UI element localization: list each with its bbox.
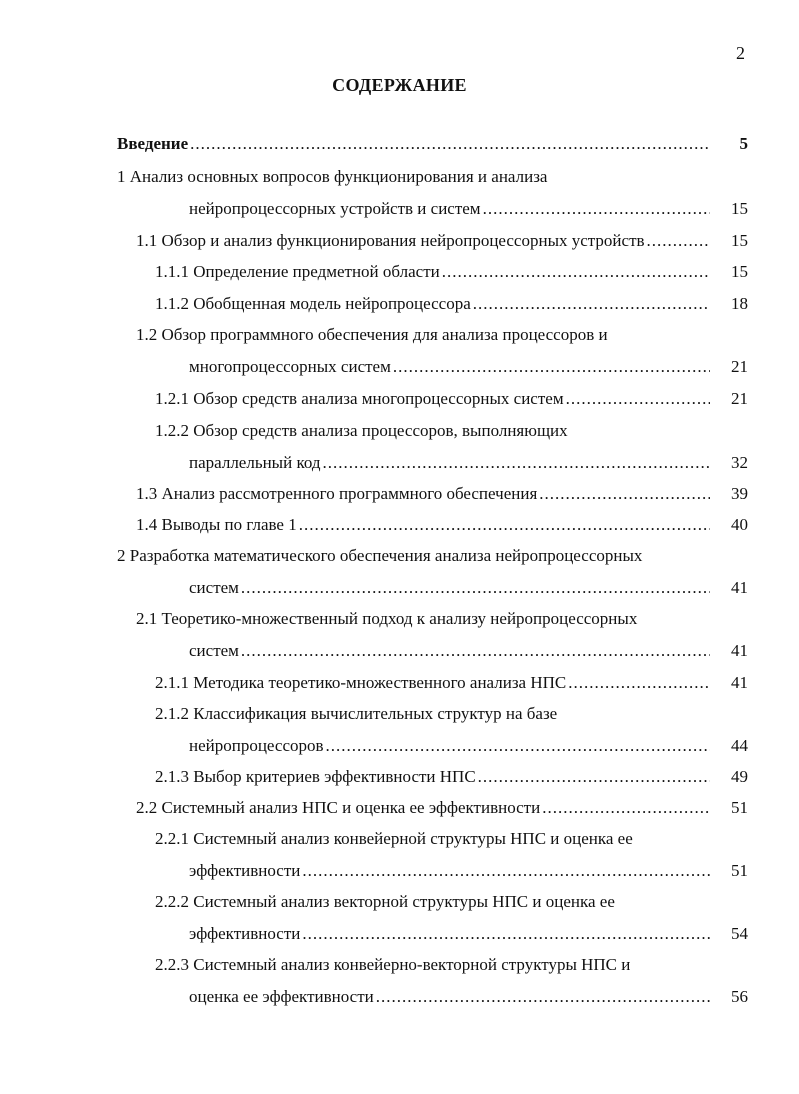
toc-entry-2-1-1 — [155, 672, 712, 694]
toc-entry-text: 1.2 Обзор программного обеспечения для анализа процессоров и — [136, 325, 608, 344]
toc-entry-text: 2.1 Теоретико-множественный подход к анализу нейропроцессорных — [136, 609, 638, 628]
toc-entry-2-2-3 — [189, 986, 712, 1008]
toc-entry-text: 1.1.1 Определение предметной области — [155, 262, 440, 281]
toc-page-number: 15 — [731, 199, 748, 218]
toc-leader-dots — [568, 672, 710, 694]
toc-entry-text: оценка ее эффективности — [189, 987, 374, 1006]
toc-leader-dots — [326, 735, 710, 757]
toc-entry-2-1-2 — [189, 735, 712, 757]
toc-leader-dots — [483, 198, 710, 220]
toc-page-number: 56 — [731, 987, 748, 1006]
toc-entry-1-1-2 — [155, 293, 712, 315]
toc-entry-text: 2 Разработка математического обеспечения анализа нейропроцессорных — [117, 546, 643, 565]
toc-leader-dots — [302, 860, 710, 882]
toc-leader-dots — [376, 986, 710, 1008]
toc-entry-intro — [117, 133, 712, 155]
toc-page-number: 21 — [731, 389, 748, 408]
toc-page-number: 51 — [731, 861, 748, 880]
toc-entry-text: 2.2.3 Системный анализ конвейерно-векторной структуры НПС и — [155, 955, 631, 974]
toc-entry-2-2-1 — [189, 860, 712, 882]
toc-leader-dots — [473, 293, 710, 315]
toc-entry-2-2-2 — [189, 923, 712, 945]
toc-page-number: 41 — [731, 578, 748, 597]
toc-entry-text: эффективности — [189, 924, 301, 943]
toc-leader-dots — [241, 577, 710, 599]
toc-leader-dots — [542, 797, 710, 819]
toc-leader-dots — [442, 261, 710, 283]
toc-leader-dots — [323, 452, 710, 474]
toc-entry-2-2 — [136, 797, 712, 819]
page-title: СОДЕРЖАНИЕ — [332, 75, 467, 95]
toc-entry-ch1 — [189, 198, 712, 220]
toc-leader-dots — [302, 923, 710, 945]
toc-leader-dots — [647, 230, 710, 252]
toc-entry-text: 1.4 Выводы по главе 1 — [136, 515, 297, 534]
toc-page-number: 49 — [731, 767, 748, 786]
toc-entry-text: 2.1.3 Выбор критериев эффективности НПС — [155, 767, 476, 786]
toc-entry-1-2-1 — [155, 388, 712, 410]
toc-page-number: 54 — [731, 924, 748, 943]
toc-page-number: 39 — [731, 484, 748, 503]
toc-page-number: 40 — [731, 515, 748, 534]
toc-entry-text: 2.2.2 Системный анализ векторной структуры НПС и оценка ее — [155, 892, 615, 911]
toc-entry-text: 1.3 Анализ рассмотренного программного обеспечения — [136, 484, 538, 503]
toc-leader-dots — [393, 356, 710, 378]
page-number: 2 — [736, 43, 745, 63]
toc-entry-1-2 — [189, 356, 712, 378]
toc-leader-dots — [566, 388, 710, 410]
toc-entry-2-1 — [189, 640, 712, 662]
toc-entry-1-3 — [136, 483, 712, 505]
toc-page-number: 15 — [731, 262, 748, 281]
toc-leader-dots — [241, 640, 710, 662]
toc-entry-1-1 — [136, 230, 712, 252]
toc-page-number: 5 — [739, 134, 748, 153]
toc-entry-text: Введение — [117, 134, 189, 153]
toc-entry-text: нейропроцессорных устройств и систем — [189, 199, 481, 218]
toc-entry-text: систем — [189, 578, 239, 597]
toc-leader-dots — [539, 483, 710, 505]
toc-leader-dots — [478, 766, 710, 788]
toc-entry-text: 1.2.1 Обзор средств анализа многопроцессорных систем — [155, 389, 564, 408]
toc-entry-text: эффективности — [189, 861, 301, 880]
toc-page-number: 41 — [731, 641, 748, 660]
toc-entry-text: 2.2.1 Системный анализ конвейерной структуры НПС и оценка ее — [155, 829, 633, 848]
toc-entry-text: 2.1.1 Методика теоретико-множественного анализа НПС — [155, 673, 567, 692]
toc-entry-text: 1.1.2 Обобщенная модель нейропроцессора — [155, 294, 471, 313]
toc-entry-text: 1 Анализ основных вопросов функционирования и анализа — [117, 167, 548, 186]
toc-page-number: 21 — [731, 357, 748, 376]
toc-entry-2-1-3 — [155, 766, 712, 788]
toc-page-number: 32 — [731, 453, 748, 472]
toc-entry-1-4 — [136, 514, 712, 536]
toc-entry-text: нейропроцессоров — [189, 736, 324, 755]
toc-entry-1-2-2 — [189, 452, 712, 474]
toc-entry-ch2 — [189, 577, 712, 599]
toc-entry-text: 2.2 Системный анализ НПС и оценка ее эффективности — [136, 798, 541, 817]
toc-entry-text: 1.2.2 Обзор средств анализа процессоров, выполняющих — [155, 421, 568, 440]
toc-leader-dots — [299, 514, 710, 536]
toc-entry-text: 2.1.2 Классификация вычислительных структур на базе — [155, 704, 558, 723]
toc-page-number: 41 — [731, 673, 748, 692]
toc-entry-1-1-1 — [155, 261, 712, 283]
toc-page-number: 18 — [731, 294, 748, 313]
toc-page-number: 51 — [731, 798, 748, 817]
toc-entry-text: систем — [189, 641, 239, 660]
toc-entry-text: параллельный код — [189, 453, 321, 472]
toc-page-number: 15 — [731, 231, 748, 250]
toc-page-number: 44 — [731, 736, 748, 755]
toc-entry-text: многопроцессорных систем — [189, 357, 391, 376]
toc-entry-text: 1.1 Обзор и анализ функционирования нейропроцессорных устройств — [136, 231, 645, 250]
toc-leader-dots — [190, 133, 710, 155]
